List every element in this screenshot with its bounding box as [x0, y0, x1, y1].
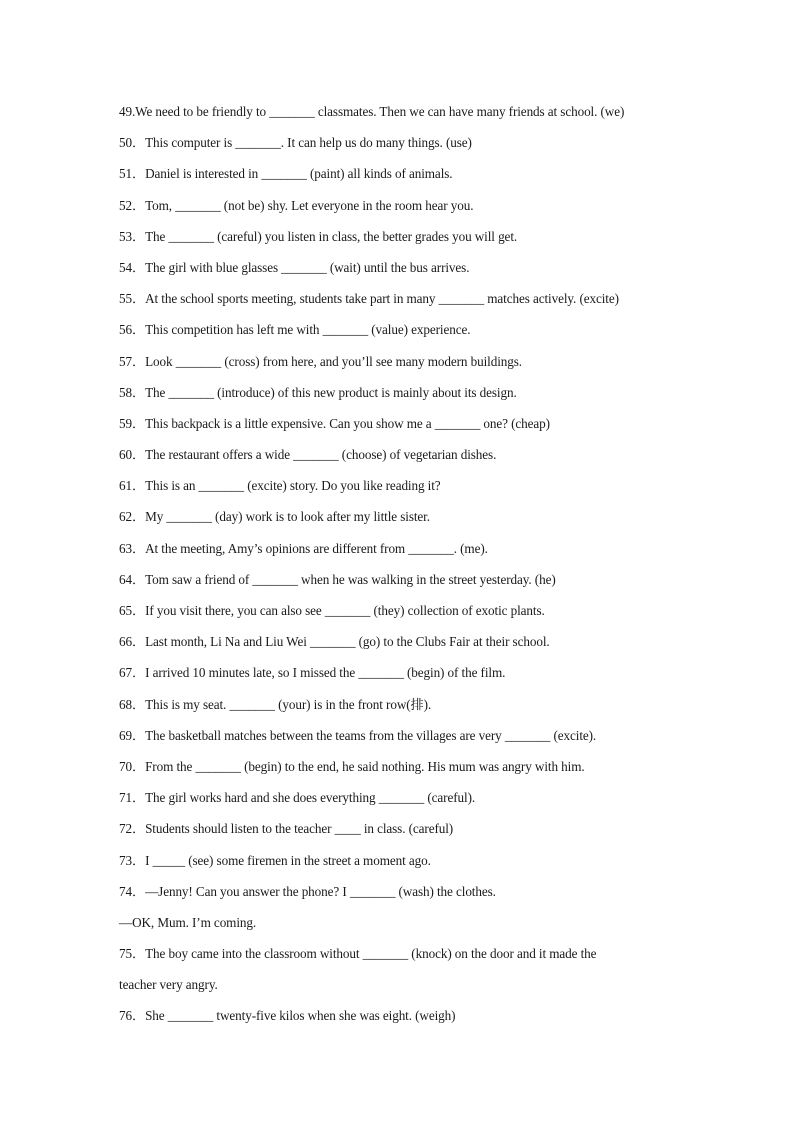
question-61: 61．This is an _______ (excite) story. Do you like reading it?	[119, 478, 441, 494]
question-50: 50．This computer is _______. It can help us do many things. (use)	[119, 135, 472, 151]
question-71: 71．The girl works hard and she does everything _______ (careful).	[119, 790, 476, 806]
question-73: 73．I _____ (see) some firemen in the street a moment ago.	[119, 852, 431, 868]
question-72: 72．Students should listen to the teacher ____ in class. (careful)	[119, 821, 454, 837]
question-75: 75．The boy came into the classroom without _______ (knock) on the door and it made the	[119, 946, 597, 962]
question-62: 62．My _______ (day) work is to look after my little sister.	[119, 509, 430, 525]
question-74-reply: —OK, Mum. I’m coming.	[119, 914, 257, 930]
question-list	[119, 102, 719, 1038]
question-53: 53．The _______ (careful) you listen in class, the better grades you will get.	[119, 228, 518, 244]
question-49: 49.We need to be friendly to _______ classmates. Then we can have many friends at school. (we)	[119, 104, 625, 119]
question-57: 57．Look _______ (cross) from here, and you’ll see many modern buildings.	[119, 353, 522, 369]
question-63: 63．At the meeting, Amy’s opinions are different from _______. (me).	[119, 540, 488, 556]
question-75-continued: teacher very angry.	[119, 977, 218, 993]
question-76: 76．She _______ twenty-five kilos when she was eight. (weigh)	[119, 1008, 456, 1024]
question-60: 60．The restaurant offers a wide _______ (choose) of vegetarian dishes.	[119, 447, 497, 463]
question-56: 56．This competition has left me with _______ (value) experience.	[119, 322, 471, 338]
question-74: 74．—Jenny! Can you answer the phone? I _______ (wash) the clothes.	[119, 883, 496, 899]
question-58: 58．The _______ (introduce) of this new product is mainly about its design.	[119, 384, 517, 400]
question-70: 70．From the _______ (begin) to the end, he said nothing. His mum was angry with him.	[119, 758, 585, 774]
question-65: 65．If you visit there, you can also see _______ (they) collection of exotic plants.	[119, 603, 545, 618]
question-64: 64．Tom saw a friend of _______ when he was walking in the street yesterday. (he)	[119, 571, 556, 587]
question-54: 54．The girl with blue glasses _______ (wait) until the bus arrives.	[119, 259, 470, 275]
question-67: 67．I arrived 10 minutes late, so I missed the _______ (begin) of the film.	[119, 665, 506, 681]
question-51: 51．Daniel is interested in _______ (paint) all kinds of animals.	[119, 166, 453, 182]
question-68: 68．This is my seat. _______ (your) is in the front row(排).	[119, 696, 432, 712]
question-59: 59．This backpack is a little expensive. Can you show me a _______ one? (cheap)	[119, 415, 550, 431]
question-66: 66．Last month, Li Na and Liu Wei _______ (go) to the Clubs Fair at their school.	[119, 634, 550, 650]
question-69: 69．The basketball matches between the teams from the villages are very _______ (excite).	[119, 727, 597, 743]
question-55: 55．At the school sports meeting, students take part in many _______ matches actively. (excite)	[119, 291, 619, 307]
question-52: 52．Tom, _______ (not be) shy. Let everyone in the room hear you.	[119, 197, 474, 213]
